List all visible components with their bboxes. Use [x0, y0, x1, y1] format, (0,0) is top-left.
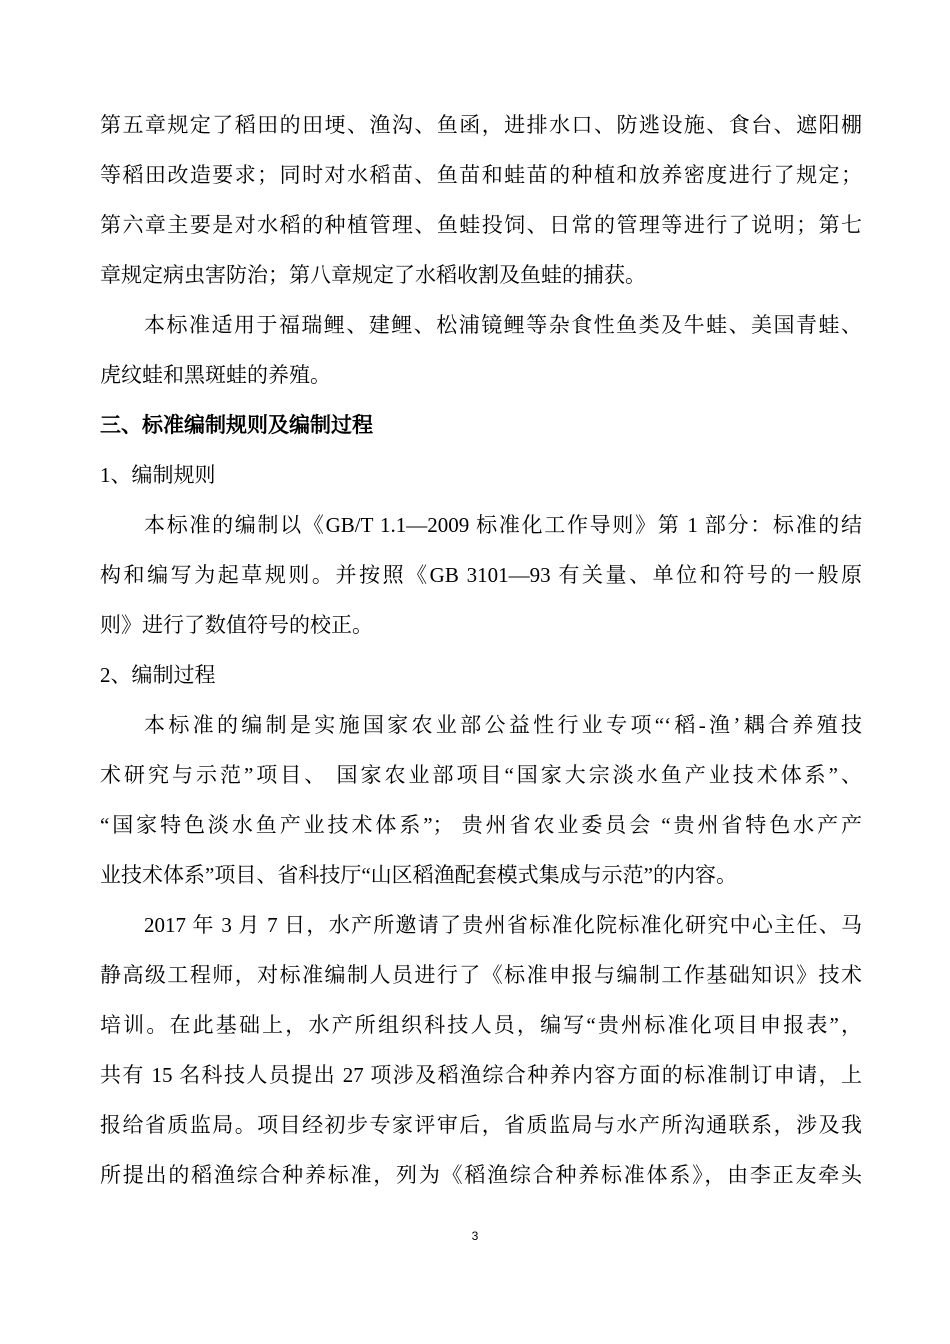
- paragraph-line: 2017 年 3 月 7 日，水产所邀请了贵州省标准化院标准化研究中心主任、马: [144, 913, 862, 937]
- paragraph-line: 则》进行了数值符号的校正。: [100, 613, 373, 637]
- paragraph-line: 等稻田改造要求；同时对水稻苗、鱼苗和蛙苗的种植和放养密度进行了规定；: [100, 163, 862, 187]
- paragraph-line: 报给省质监局。项目经初步专家评审后，省质监局与水产所沟通联系，涉及我: [100, 1113, 862, 1137]
- page-number: 3: [471, 1229, 479, 1243]
- paragraph-line: “国家特色淡水鱼产业技术体系”； 贵州省农业委员会 “贵州省特色水产产: [100, 813, 862, 837]
- paragraph-line: 静高级工程师，对标准编制人员进行了《标准申报与编制工作基础知识》技术: [100, 963, 862, 987]
- subsection-heading: 1、编制规则: [100, 463, 216, 487]
- paragraph-line: 培训。在此基础上，水产所组织科技人员，编写“贵州标准化项目申报表”，: [100, 1013, 862, 1037]
- subsection-heading: 2、编制过程: [100, 663, 216, 687]
- paragraph-line: 共有 15 名科技人员提出 27 项涉及稻渔综合种养内容方面的标准制订申请，上: [100, 1063, 862, 1087]
- paragraph-line: 本标准的编制以《GB/T 1.1—2009 标准化工作导则》第 1 部分：标准的结: [144, 513, 862, 537]
- paragraph-line: 业技术体系”项目、省科技厅“山区稻渔配套模式集成与示范”的内容。: [100, 863, 737, 887]
- paragraph-line: 构和编写为起草规则。并按照《GB 3101—93 有关量、单位和符号的一般原: [100, 563, 862, 587]
- paragraph-line: 第六章主要是对水稻的种植管理、鱼蛙投饲、日常的管理等进行了说明；第七: [100, 213, 862, 237]
- paragraph-line: 术研究与示范”项目、 国家农业部项目“国家大宗淡水鱼产业技术体系”、: [100, 763, 862, 787]
- body-text: [100, 100, 862, 1200]
- section-heading: 三、标准编制规则及编制过程: [100, 413, 373, 437]
- paragraph-line: 所提出的稻渔综合种养标准，列为《稻渔综合种养标准体系》，由李正友牵头: [100, 1163, 862, 1187]
- paragraph-line: 本标准适用于福瑞鲤、建鲤、松浦镜鲤等杂食性鱼类及牛蛙、美国青蛙、: [144, 313, 862, 337]
- paragraph-line: 虎纹蛙和黑斑蛙的养殖。: [100, 363, 331, 387]
- paragraph-line: 本标准的编制是实施国家农业部公益性行业专项“‘稻-渔’耦合养殖技: [144, 713, 862, 737]
- paragraph-line: 第五章规定了稻田的田埂、渔沟、鱼函，进排水口、防逃设施、食台、遮阳棚: [100, 113, 862, 137]
- paragraph-line: 章规定病虫害防治；第八章规定了水稻收割及鱼蛙的捕获。: [100, 263, 646, 287]
